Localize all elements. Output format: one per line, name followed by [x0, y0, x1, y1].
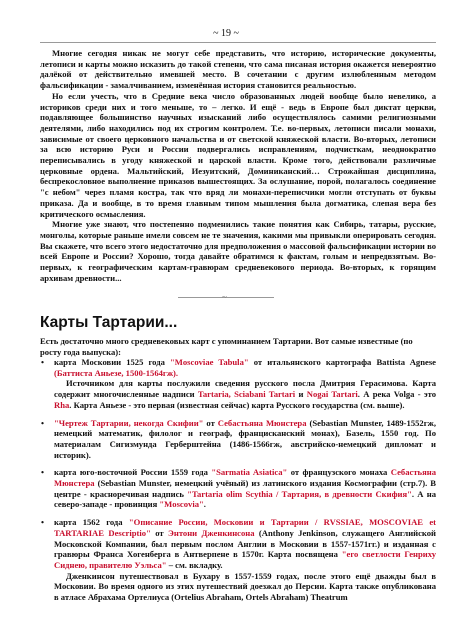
- map-entry-text: от: [203, 417, 218, 428]
- map-entry-text: . А на северо-западе - провинция: [54, 488, 437, 510]
- bullet-icon: •: [41, 357, 45, 367]
- map-entry-text: (Sebastian Munster, немецкий учёный) из латинского издания Космографии (стр.7). В центре - красноречивая надпись: [54, 478, 436, 499]
- map-note: [54, 378, 436, 410]
- page-number: ~ 19 ~: [213, 28, 239, 39]
- intro-paragraph-3: Многие уже знают, что постепенно подменились такие понятия как Сибирь, татары, русские, монголы, которые раньше имели совсем не те значения, какими мы привыкли оперировать сегодня. Вы скажете, что всего этого недостаточно для предположения о массовой фальсификации истории во всей Европе и России? Хорошо, тогда давайте обратимся к фактам, голым и непредвзятым. Во-первых, к географическим картам-гравюрам средневекового периода. Во-вторых, к горящим архивам древности...: [40, 219, 436, 283]
- map-title: "Sarmatia Asiatica": [211, 467, 288, 478]
- list-item: [40, 467, 436, 510]
- list-item: [40, 418, 436, 461]
- note-text: . А река Volga - это: [357, 389, 437, 400]
- place-name: "Moscovia": [159, 499, 204, 510]
- map-inscription: "Tartaria olim Scythia / Тартария, в древности Скифия": [187, 488, 412, 499]
- bullet-icon: •: [41, 517, 45, 528]
- map-entry-text: (Sebastian Munster, 1489-1552гж, немецкий математик, филолог и географ, францисканский монах), Базель, 1550 год. По материалам Сигизмунда Герберштейна (1486-1566гж, австрийско-немецкий дипломат и историк).: [54, 417, 437, 460]
- list-item: [40, 357, 436, 411]
- map-entry-text: .: [203, 499, 206, 510]
- bullet-icon: •: [41, 417, 45, 428]
- list-item: [40, 517, 436, 603]
- bullet-icon: •: [41, 467, 45, 478]
- map-entry-text: от итальянского картографа Battista Agnese: [248, 357, 436, 367]
- map-list: [40, 357, 436, 603]
- map-title: "Описание России, Московии и Тартарии / RVSSIAE, MOSCOVIAE et TARTARIAE Descriptio": [54, 517, 437, 538]
- map-entry-text: карта юго-восточной России 1559 года: [54, 467, 212, 478]
- note-text: Источником для карты послужили сведения русского посла Дмитрия Герасимова. Карта содержит многочисленные надписи: [54, 378, 436, 400]
- place-name: Nogai Tartari: [306, 389, 358, 400]
- section-lead: [40, 336, 436, 357]
- header-rule: [40, 42, 436, 43]
- place-name: Rha: [54, 399, 70, 410]
- place-name: Tartaria, Sciabani Tartari: [197, 389, 296, 400]
- map-title: "Moscoviae Tabula": [170, 357, 249, 367]
- map-entry-text: от французского монаха: [287, 467, 391, 478]
- note-text: и: [295, 389, 307, 400]
- author-name: Себастьяна Мюнстера: [217, 417, 307, 428]
- divider-ornament: ~: [222, 292, 227, 302]
- intro-paragraph-2: Но если учесть, что в Средние века число образованных людей вообще было невелико, а историков среди них и того меньше, то – легко. И ещё - ведь в Европе был диктат церкви, подавляющее большинство научных изысканий либо осуществлялось самими религиозными деятелями, либо находились под их строгим контролем. Т.е. во-первых, летописи писали монахи, зависимые от своего церковного начальства и от светской княжеской власти. Во-вторых, летописи за всю историю Руси и России подвергались исправлениям, подчисткам, неоднократно переписывались в угоду княжеской и царской власти. Кроме того, действовали различные церковные ордена. Мальтийский, Иезуитский, Доминиканский… Строжайшая дисциплина, беспрекословное выполнение приказов вышестоящих. За ослушание, порой, полагалось соединение "с небом" через пламя костра, так что вряд ли монахи-переписчики могли отступать от буквы приказа. Да и вообще, в то время главным типом мышления была догматика, слепая вера без критического осмысления.: [40, 90, 436, 219]
- author-name: (Баттиста Аньезе, 1500-1564гж).: [54, 367, 179, 378]
- map-entry-text: карта 1562 года: [54, 517, 129, 528]
- map-entry-text: карта Московии 1525 года: [54, 357, 170, 367]
- author-name: Себастьяна Мюнстера: [54, 467, 436, 489]
- map-entry-text: от: [150, 527, 169, 538]
- map-title: "Чертеж Тартарии, некогда Скифии": [54, 417, 204, 428]
- note-text: . Карта Аньезе - это первая (известная сейчас) карта Русского государства (см. выше).: [69, 399, 405, 410]
- map-note: Дженкинсон путешествовал в Бухару в 1557-1559 годах, после этого ещё дважды был в Московии. Во время одного из этих путешествий доезжал до Персии. Карта также опубликована в атласе Абрахама Ортелиуса (Ortelius Abraham, Ortels Abraham) Theatrum: [54, 570, 436, 603]
- map-entry-text: – см. вкладку.: [166, 559, 223, 570]
- intro-text: [40, 48, 436, 283]
- dedication: "его светлости Генриху Сиднею, правителю Уэльса": [54, 549, 436, 570]
- intro-paragraph-1: Многие сегодня никак не могут себе представить, что историю, исторические документы, летописи и карты можно исказить до такой степени, что сама писаная история окажется невероятно далёкой от действительно имевшей место. В сочетании с другим излюбленным методом фальсификации - замалчиванием, изменённая история становится реальностью.: [40, 48, 436, 91]
- section-title: Карты Тартарии...: [40, 314, 178, 331]
- author-name: Энтони Дженкинсона: [168, 527, 255, 538]
- lead-paragraph: Есть достаточно много средневековых карт с упоминанием Тартарии. Вот самые известные (по росту года выпуска):: [40, 336, 413, 357]
- map-entry-text: (Anthony Jenkinson, служащего Английской Московской Компании, был первым послом Англии в Московии в 1557-1571гг.) и изданная с гравюры Франса Хогенберга в Антверпене в 1570г. Карта посвящена: [54, 527, 437, 560]
